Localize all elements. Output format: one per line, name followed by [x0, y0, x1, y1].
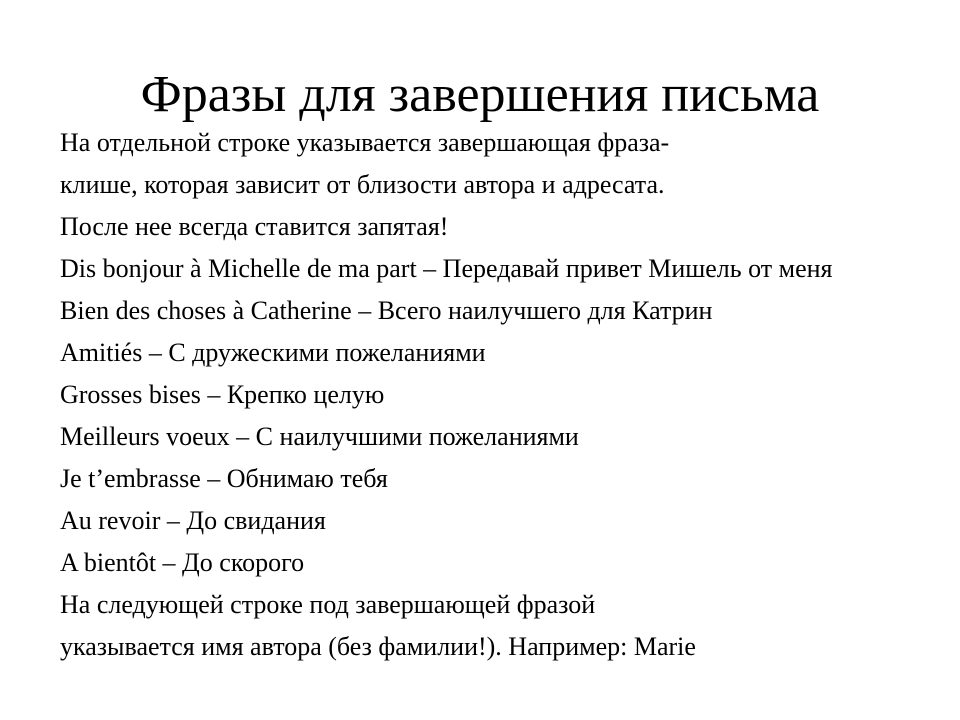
body-line-10: Au revoir – До свидания [60, 506, 326, 535]
body-line-13: указывается имя автора (без фамилии!). Например: Marie [60, 632, 696, 661]
body-line-4: Dis bonjour à Michelle de ma part – Передавай привет Мишель от меня [60, 254, 833, 283]
body-line-8: Meilleurs voeux – С наилучшими пожеланиями [60, 422, 579, 451]
body-line-2: клише, которая зависит от близости автора и адресата. [60, 170, 665, 199]
body-line-12: На следующей строке под завершающей фразой [60, 590, 596, 619]
slide-body [60, 128, 900, 674]
body-line-9: Je t’embrasse – Обнимаю тебя [60, 464, 388, 493]
body-line-1: На отдельной строке указывается завершающая фраза- [60, 128, 670, 157]
body-line-7: Grosses bises – Крепко целую [60, 380, 385, 409]
body-line-11: A bientôt – До скорого [60, 548, 305, 577]
slide-title: Фразы для завершения письма [140, 66, 820, 123]
body-line-3: После нее всегда ставится запятая! [60, 212, 449, 241]
body-line-6: Amitiés – С дружескими пожеланиями [60, 338, 486, 367]
body-line-5: Bien des choses à Catherine – Всего наилучшего для Катрин [60, 296, 713, 325]
